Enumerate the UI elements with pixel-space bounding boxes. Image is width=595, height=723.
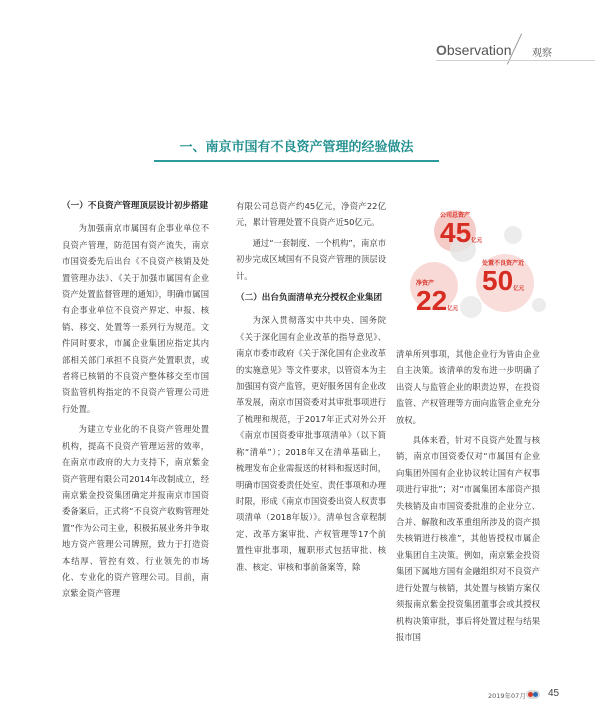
paragraph: 有限公司总资产约45亿元，净资产22亿元，累计管理处置不良资产近50亿元。 bbox=[236, 201, 386, 228]
column-2 bbox=[236, 198, 386, 579]
paragraph: 清单所列事项，其他企业行为皆由企业自主决策。该清单的发布进一步明确了出资人与监管企业的职责边界，在投资监管、产权管理等方面向监管企业充分放权。 bbox=[396, 349, 540, 425]
stats-bubble-graphic bbox=[404, 200, 554, 330]
stat-total-assets bbox=[440, 210, 482, 247]
decor-bubble bbox=[532, 298, 546, 312]
stat-unit: 亿元 bbox=[447, 306, 459, 312]
paragraph: 为加强南京市属国有企事业单位不良资产管理，防范国有资产流失，南京市国资委先后出台《不良资产核销及处置管理办法》、《关于加强市属国有企业资产处置监督管理的通知》，明确市属国有企事业单位不良资产界定、申报、核销、移交、处置等一系列行为规范。文件同时要求，市属企业集团应指定其内部相关部门承担不良资产处置职责，或者将已核销的不良资产整体移交至市国资监管机构指定的不良资产管理公司进行处置。 bbox=[62, 223, 209, 414]
stat-value: 22 bbox=[416, 285, 448, 316]
magazine-brand: Observation bbox=[436, 42, 512, 58]
paragraph: 为深入贯彻落实中共中央、国务院《关于深化国有企业改革的指导意见》、南京市委市政府《关于深化国有企业改革的实施意见》等文件要求，以管资本为主加强国有资产监管，更好服务国有企业改革发展，南京市国资委对其审批事项进行了梳理和规范，于2017年正式对外公开《南京市国资委审批事项清单》（以下简称“清单”）；2018年又在清单基础上，梳理发布企业需报送的材料和报送时间，明确市国资委责任处室、责任事项和办理时限，形成《南京市国资委出资人权责事项清单（2018年版）》。清单包含章程制定、改革方案审批、产权管理等17个前置性审批事项，履职形式包括审批、核准、核定、审核和事前备案等，除 bbox=[236, 315, 386, 572]
stat-unit: 亿元 bbox=[513, 286, 525, 292]
stat-disposed bbox=[482, 258, 524, 295]
decor-bubble bbox=[504, 226, 522, 244]
column-3 bbox=[396, 346, 540, 649]
issue-date: 2019年07月 bbox=[488, 692, 526, 700]
stat-value: 50 bbox=[482, 265, 514, 296]
decor-bubble bbox=[460, 296, 482, 318]
stat-label: 处置不良资产近 bbox=[482, 260, 525, 267]
stat-unit: 亿元 bbox=[471, 238, 483, 244]
page-footer bbox=[488, 688, 588, 702]
stat-net-assets bbox=[416, 278, 458, 315]
stat-label: 净资产 bbox=[416, 280, 435, 287]
stat-value: 45 bbox=[440, 217, 472, 248]
paragraph: 具体来看，针对不良资产处置与核销，南京市国资委仅对“市属国有企业向集团外国有企业协议转让国有产权事项进行审批”；对“市属集团本部资产损失核销及由市国资委批准的企业分立、合并、解散和改革重组所涉及的资产损失核销进行核准”，其他皆授权市属企业集团自主决策。例如，南京紫金投资集团下属地方国有金融组织对不良资产进行处置与核销，其处置与核销方案仅须报南京紫金投资集团董事会或其授权机构决策审批，事后将处置过程与结果报市国 bbox=[396, 435, 540, 642]
paragraph: 为建立专业化的不良资产管理处置机构，提高不良资产管理运营的效率，在南京市政府的大力支持下，南京紫金资产管理有限公司2014年改制成立，经南京紫金投资集团确定并报南京市国资委备案后，正式将“不良资产收购管理处置”作为公司主业，积极拓展业务并争取地方资产管理公司牌照，致力于打造资本结厚、管控有效、行业领先的市场化、专业化的资产管理公司。目前，南京紫金资产管理 bbox=[62, 424, 209, 599]
paragraph: 通过“一套制度、一个机构”，南京市初步完成区域国有不良资产管理的顶层设计。 bbox=[236, 237, 386, 281]
publisher-logo-icon bbox=[526, 690, 540, 699]
section-title-box bbox=[154, 130, 439, 162]
column-1 bbox=[62, 198, 209, 606]
subheading-2: （二）出台负面清单充分授权企业集团 bbox=[236, 293, 383, 304]
section-title: 一、南京市国有不良资产管理的经验做法 bbox=[179, 140, 414, 155]
page-header bbox=[436, 38, 595, 68]
page-number: 45 bbox=[548, 688, 560, 699]
header-rule bbox=[436, 60, 595, 61]
section-name: 观察 bbox=[532, 48, 552, 59]
stat-label: 公司总资产 bbox=[440, 212, 471, 219]
subheading-1: （一）不良资产管理顶层设计初步搭建 bbox=[62, 201, 209, 211]
